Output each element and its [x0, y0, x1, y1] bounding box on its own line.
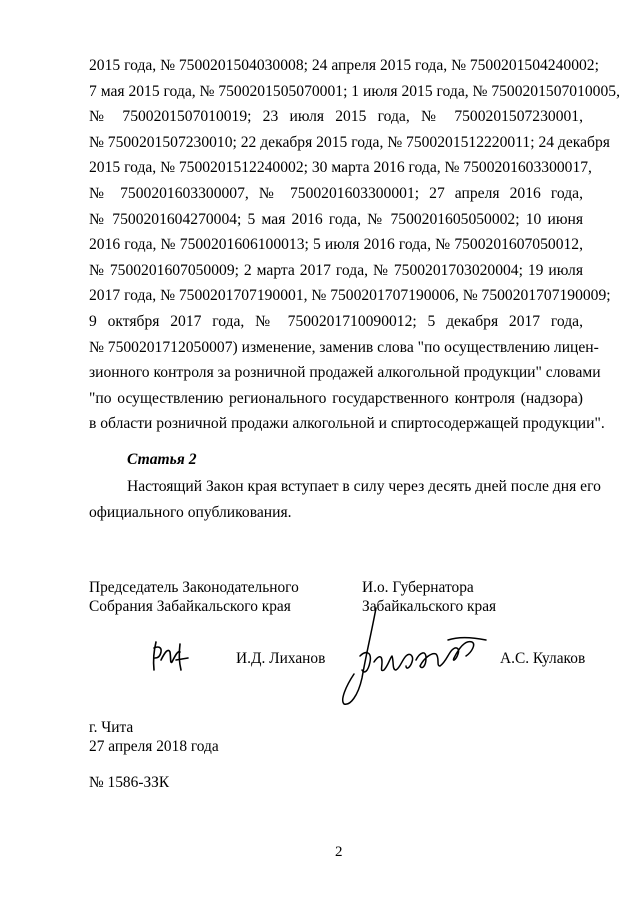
body-line: 2017 года, № 7500201707190001, № 7500201707190006, № 7500201707190009; — [89, 287, 611, 305]
body-line: 7 мая 2015 года, № 7500201505070001; 1 июля 2015 года, № 7500201507010005, — [89, 82, 620, 100]
right-signatory-name: А.С. Кулаков — [500, 650, 586, 667]
body-line: 9 октября 2017 года, № 7500201710090012; 5 декабря 2017 года, — [89, 312, 583, 330]
signing-date: 27 апреля 2018 года — [89, 738, 219, 755]
article-2-text — [89, 474, 601, 525]
left-signature-icon — [148, 638, 192, 674]
article-line: официального опубликования. — [89, 503, 292, 521]
body-line: 2015 года, № 7500201504030008; 24 апреля 2015 года, № 7500201504240002; — [89, 57, 599, 74]
body-line: № 7500201507230010; 22 декабря 2015 года, № 7500201512220011; 24 декабря — [89, 133, 610, 151]
position-line: И.о. Губернатора — [362, 579, 474, 596]
left-signatory-name: И.Д. Лиханов — [236, 650, 326, 667]
body-line: № 7500201604270004; 5 мая 2016 года, № 7500201605050002; 10 июня — [89, 210, 583, 228]
body-line: № 7500201603300007, № 7500201603300001; 27 апреля 2016 года, — [89, 184, 583, 202]
position-line: Собрания Забайкальского края — [89, 598, 291, 615]
page-number: 2 — [335, 844, 343, 860]
position-line: Забайкальского края — [362, 598, 497, 615]
signing-place: г. Чита — [89, 719, 134, 736]
right-signature-icon — [336, 600, 496, 710]
left-signatory-position — [89, 578, 299, 616]
position-line: Председатель Законодательного — [89, 579, 299, 596]
body-line: № 7500201712050007) изменение, заменив слова "по осуществлению лицен- — [89, 338, 599, 356]
article-2-heading: Статья 2 — [127, 451, 197, 468]
body-line: 2015 года, № 7500201512240002; 30 марта 2016 года, № 7500201603300017, — [89, 159, 592, 177]
body-line: 2016 года, № 7500201606100013; 5 июля 2016 года, № 7500201607050012, — [89, 236, 583, 254]
body-line: в области розничной продажи алкогольной и спиртосодержащей продукции". — [89, 415, 605, 433]
body-line: № 7500201507010019; 23 июля 2015 года, № 7500201507230001, — [89, 108, 583, 126]
body-line: "по осуществлению регионального государственного контроля (надзора) — [89, 389, 583, 407]
body-line: № 7500201607050009; 2 марта 2017 года, № 7500201703020004; 19 июля — [89, 261, 583, 279]
body-line: зионного контроля за розничной продажей алкогольной продукции" словами — [89, 364, 601, 382]
signing-place-date — [89, 718, 219, 756]
article-line: Настоящий Закон края вступает в силу через десять дней после дня его — [127, 478, 601, 495]
article-1-continuation — [89, 53, 620, 437]
law-number: № 1586-ЗЗК — [89, 774, 170, 791]
